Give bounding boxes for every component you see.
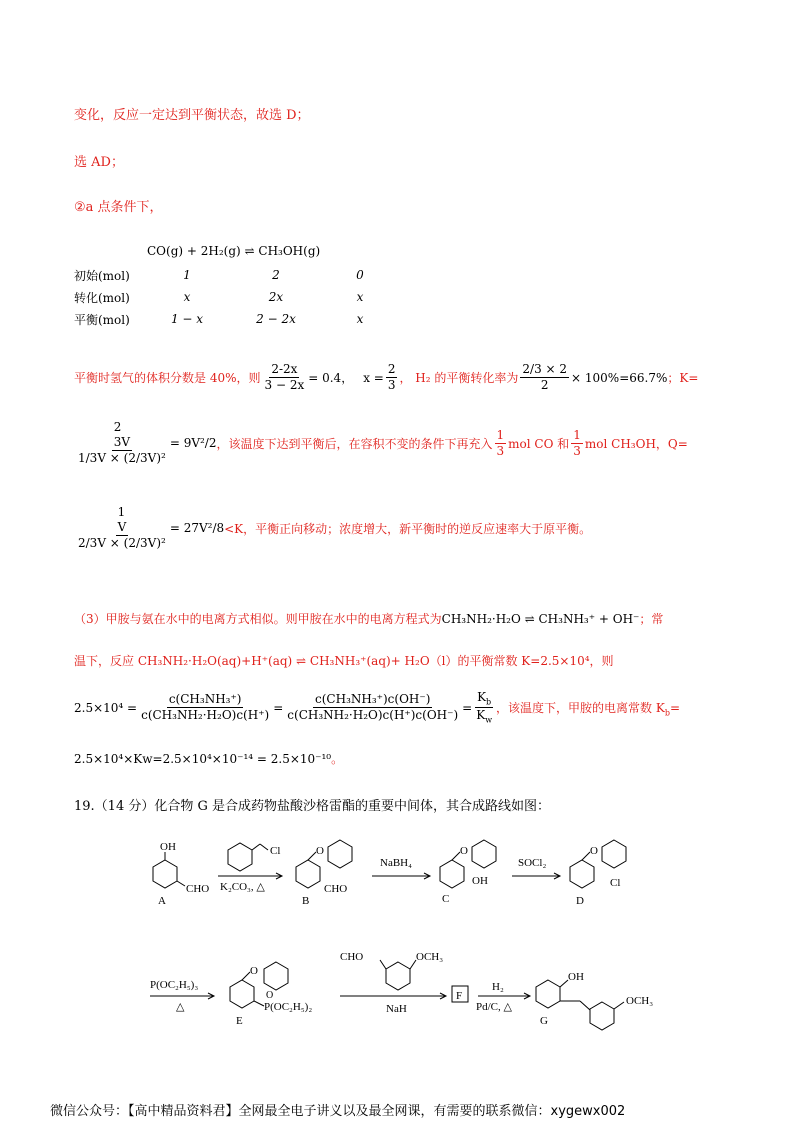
svg-text:OH: OH — [472, 875, 488, 887]
compound-E — [230, 962, 312, 1027]
k-expression — [76, 420, 168, 466]
part3-l3-left: 2.5×10⁴ = — [74, 700, 138, 715]
svg-text:CHO: CHO — [186, 883, 210, 895]
svg-text:O: O — [266, 990, 274, 1001]
svg-text:CHO: CHO — [340, 951, 364, 963]
part3-l4: 2.5×10⁴×Kw=2.5×10⁴×10⁻¹⁴ = 2.5×10⁻¹⁰ — [74, 752, 332, 766]
calc2-meoh: mol CH₃OH，Q= — [584, 436, 688, 451]
ice-cell-c1: x — [183, 290, 191, 304]
calc3-text: <K，平衡正向移动；浓度增大，新平衡时的逆反应速率大于原平衡。 — [224, 521, 592, 536]
frac-third-1: $\frac{1}{3}$ — [496, 427, 505, 458]
svg-text:E: E — [236, 1015, 243, 1027]
frac-h2-den: 3 − 2x — [264, 378, 305, 392]
part3-l1-tail: ；常 — [639, 612, 664, 626]
part3-line-4 — [74, 750, 343, 767]
answer-line-3: ②a 点条件下， — [74, 200, 163, 215]
frac-h2 — [263, 362, 307, 393]
svg-text:D: D — [576, 895, 584, 907]
frac-h2-num: 2-2x — [271, 362, 298, 376]
compound-D — [570, 840, 626, 907]
svg-text:SOCl₂: SOCl₂ — [518, 857, 547, 869]
ice-cell-label: 初始(mol) — [74, 268, 130, 283]
arrow-2 — [372, 857, 430, 879]
question-19: 19.（14 分）化合物 G 是合成药物盐酸沙格雷酯的重要中间体，其合成路线如图： — [74, 799, 550, 814]
footer-text: 微信公众号：【高中精品资料君】全网最全电子讲义以及最全网课，有需要的联系微信：xygewx002 — [50, 1104, 626, 1119]
arrow-1 — [218, 843, 282, 893]
calc-line-3 — [74, 505, 591, 551]
svg-text:Cl: Cl — [270, 845, 281, 857]
q-denominator: 2/3V × (2/3V)² — [78, 536, 166, 550]
frac-k1: $\frac{\text{c(CH₃NH₃⁺)}}{\text{c(CH₃NH₂·H₂O)c(H⁺)}}$ — [141, 692, 270, 723]
arrow-3 — [512, 857, 560, 879]
svg-text:O: O — [250, 965, 258, 977]
frac-conv — [520, 362, 569, 393]
part3-l4-end: 。 — [331, 752, 344, 766]
ice-cell-c2: 2x — [268, 290, 284, 304]
svg-text:G: G — [540, 1015, 548, 1027]
part3-line-1 — [74, 610, 663, 627]
calc2-co: mol CO 和 — [508, 436, 570, 451]
frac-k2: $\frac{\text{c(CH₃NH₃⁺)c(OH⁻)}}{\text{c(CH₃NH₂·H₂O)c(H⁺)c(OH⁻)}}$ — [287, 692, 459, 723]
calc1-eq: = 0.4， — [308, 371, 354, 385]
part3-l1-eq: CH₃NH₂·H₂O ⇌ CH₃NH₃⁺ + OH⁻ — [441, 612, 640, 626]
calc1-conv-tail: × 100%=66.7% — [571, 370, 668, 385]
ice-cell-c3: x — [356, 290, 364, 304]
arrow-4 — [150, 979, 214, 1013]
calc1-mid: ， H₂ 的平衡转化率为 — [399, 371, 519, 385]
ice-cell-c2: 2 — [272, 268, 280, 282]
calc1-prefix: 平衡时氢气的体积分数是 40%，则 — [74, 371, 261, 385]
calc-line-1 — [74, 362, 698, 393]
svg-text:B: B — [302, 895, 310, 907]
compound-F — [452, 986, 468, 1002]
ice-cell-c1: 1 — [183, 268, 191, 282]
svg-text:OCH₃: OCH₃ — [416, 951, 444, 963]
calc2-text: ，该温度下达到平衡后，在容积不变的条件下再充入 — [216, 436, 493, 451]
ice-row — [74, 264, 390, 286]
svg-text:P(OC₂H₅)₂: P(OC₂H₅)₂ — [264, 1001, 313, 1013]
q-numerator: 1 V — [117, 505, 127, 534]
k-denominator: 1/3V × (2/3V)² — [78, 451, 166, 465]
compound-C — [440, 840, 496, 905]
svg-text:NaH: NaH — [386, 1003, 407, 1015]
q-result: = 27V²/8 — [169, 521, 225, 535]
part3-l1-text: （3）甲胺与氨在水中的电离方式相似。则甲胺在水中的电离方程式为 — [74, 612, 442, 626]
calc-line-2 — [74, 420, 688, 466]
svg-text:K₂CO₃, △: K₂CO₃, △ — [220, 881, 265, 893]
q-expression — [76, 505, 168, 551]
part3-line-3: 2.5×10⁴ = $\frac{\text{c(CH₃NH₃⁺)}}{\text{c(CH₃NH₂·H₂O)c(H⁺)}}$ = $\frac{\text{c(CH₃NH₃⁺)c(OH⁻)}}{\text{c(CH₃NH₂·H₂O)c(H⁺)c(OH⁻)}}$ = $\frac{K_b}{K_w}$ ，该温度下，甲胺的电离常数 $K_b=$ — [74, 690, 681, 725]
ice-cell-c1: 1 − x — [170, 312, 204, 326]
answer-line-1: 变化，反应一定达到平衡状态，故选 D； — [74, 108, 310, 123]
svg-text:△: △ — [176, 1001, 185, 1013]
arrow-6 — [476, 981, 530, 1013]
svg-text:O: O — [316, 845, 324, 857]
ice-cell-label: 平衡(mol) — [74, 312, 130, 327]
svg-text:CHO: CHO — [324, 883, 348, 895]
part3-l3-tail: ，该温度下，甲胺的电离常数 $K_b=$ — [496, 700, 681, 718]
synthesis-scheme — [140, 830, 680, 1035]
svg-text:Pd/C, △: Pd/C, △ — [476, 1001, 512, 1013]
ice-cell-c2: 2 − 2x — [256, 312, 296, 326]
svg-text:C: C — [442, 893, 450, 905]
frac-third-2: $\frac{1}{3}$ — [573, 427, 581, 458]
svg-text:Cl: Cl — [610, 877, 621, 889]
svg-text:O: O — [460, 845, 468, 857]
frac-conv-num: 2/3 × 2 — [522, 362, 568, 376]
svg-text:P(OC₂H₅)₃: P(OC₂H₅)₃ — [150, 979, 199, 991]
svg-text:F: F — [456, 990, 463, 1002]
svg-text:OH: OH — [160, 841, 176, 853]
svg-text:OH: OH — [568, 971, 584, 983]
k-result: = 9V²/2 — [169, 436, 217, 450]
ice-table — [74, 264, 390, 330]
svg-text:O: O — [590, 845, 598, 857]
frac-conv-den: 2 — [540, 378, 549, 392]
svg-text:H₂: H₂ — [492, 981, 504, 993]
svg-text:OCH₃: OCH₃ — [626, 995, 654, 1007]
ice-cell-c3: 0 — [356, 268, 364, 282]
ice-row — [74, 286, 390, 308]
ice-cell-label: 转化(mol) — [74, 290, 130, 305]
compound-A — [153, 841, 209, 907]
svg-text:NaBH₄: NaBH₄ — [380, 857, 412, 869]
answer-line-2: 选 AD； — [74, 155, 124, 170]
frac-x — [386, 362, 398, 393]
ice-cell-c3: x — [356, 312, 364, 326]
frac-x-den: 3 — [387, 378, 396, 392]
arrow-5 — [340, 951, 446, 1015]
calc1-x-label: x = — [363, 370, 384, 385]
compound-G — [536, 971, 653, 1030]
frac-kb-kw: $\frac{K_b}{K_w}$ — [476, 690, 493, 725]
part3-line-2: 温下，反应 CH₃NH₂·H₂O(aq)+H⁺(aq) ⇌ CH₃NH₃⁺(aq)+ H₂O（l）的平衡常数 K=2.5×10⁴，则 — [74, 654, 614, 668]
frac-x-num: 2 — [387, 362, 396, 376]
equilibrium-equation: CO(g) + 2H₂(g) ⇌ CH₃OH(g) — [147, 244, 321, 258]
compound-B — [296, 840, 352, 907]
svg-text:A: A — [158, 895, 166, 907]
calc1-tail: ；K= — [667, 371, 699, 385]
ice-row — [74, 308, 390, 330]
k-numerator: 2 3V — [113, 420, 131, 449]
